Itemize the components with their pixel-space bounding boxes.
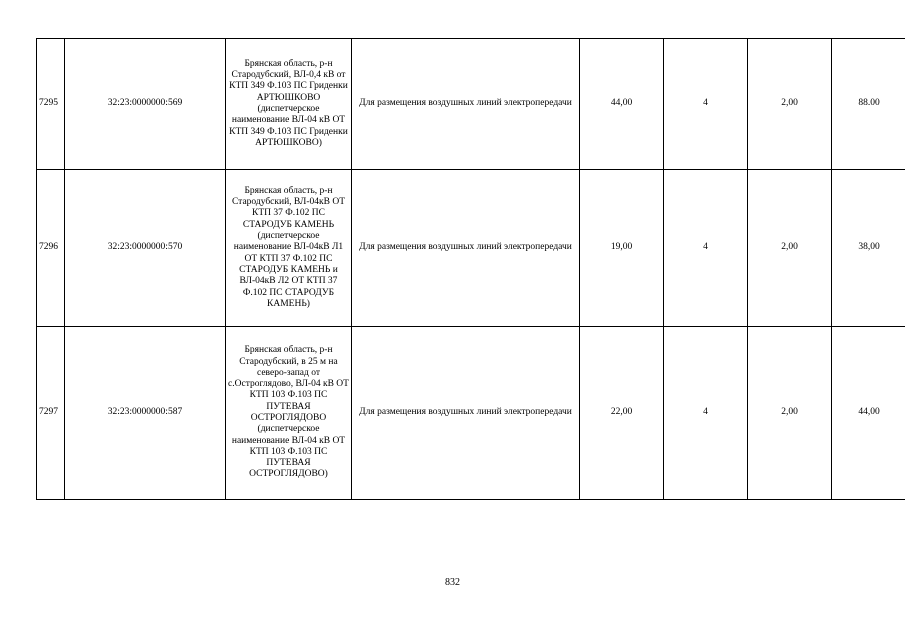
cadastral-number: 32:23:0000000:587 [65,327,226,500]
area-cell: 19,00 [580,170,664,327]
table-row [37,327,905,500]
value-cell-6: 4 [664,39,748,170]
value-cell-6: 4 [664,327,748,500]
value-cell-8: 88.00 [832,39,905,170]
address-cell: Брянская область, р-н Стародубский, в 25 м на северо-запад от с.Остроглядово, ВЛ-04 кВ ОТ КТП 103 Ф.103 ПС ПУТЕВАЯ ОСТРОГЛЯДОВО (диспетчерское наименование ВЛ-04 кВ ОТ КТП 103 Ф.103 ПС ПУТЕВАЯ ОСТРОГЛЯДОВО) [226,327,352,500]
value-cell-6: 4 [664,170,748,327]
purpose-cell: Для размещения воздушных линий электропередачи [352,39,580,170]
value-cell-7: 2,00 [748,170,832,327]
address-cell: Брянская область, р-н Стародубский, ВЛ-04кВ ОТ КТП 37 Ф.102 ПС СТАРОДУБ КАМЕНЬ (диспетчерское наименование ВЛ-04кВ Л1 ОТ КТП 37 Ф.102 ПС СТАРОДУБ КАМЕНЬ и ВЛ-04кВ Л2 ОТ КТП 37 Ф.102 ПС СТАРОДУБ КАМЕНЬ) [226,170,352,327]
land-plots-table [36,38,905,500]
area-cell: 22,00 [580,327,664,500]
address-cell: Брянская область, р-н Стародубский, ВЛ-0,4 кВ от КТП 349 Ф.103 ПС Гриденки АРТЮШКОВО (диспетчерское наименование ВЛ-04 кВ ОТ КТП 349 Ф.103 ПС Гриденки АРТЮШКОВО) [226,39,352,170]
page-number: 832 [445,577,460,588]
row-number: 7297 [37,327,65,500]
table-row [37,170,905,327]
area-cell: 44,00 [580,39,664,170]
value-cell-7: 2,00 [748,39,832,170]
cadastral-number: 32:23:0000000:570 [65,170,226,327]
row-number: 7295 [37,39,65,170]
value-cell-8: 38,00 [832,170,905,327]
table-row [37,39,905,170]
row-number: 7296 [37,170,65,327]
value-cell-8: 44,00 [832,327,905,500]
purpose-cell: Для размещения воздушных линий электропередачи [352,327,580,500]
cadastral-number: 32:23:0000000:569 [65,39,226,170]
value-cell-7: 2,00 [748,327,832,500]
purpose-cell: Для размещения воздушных линий электропередачи [352,170,580,327]
